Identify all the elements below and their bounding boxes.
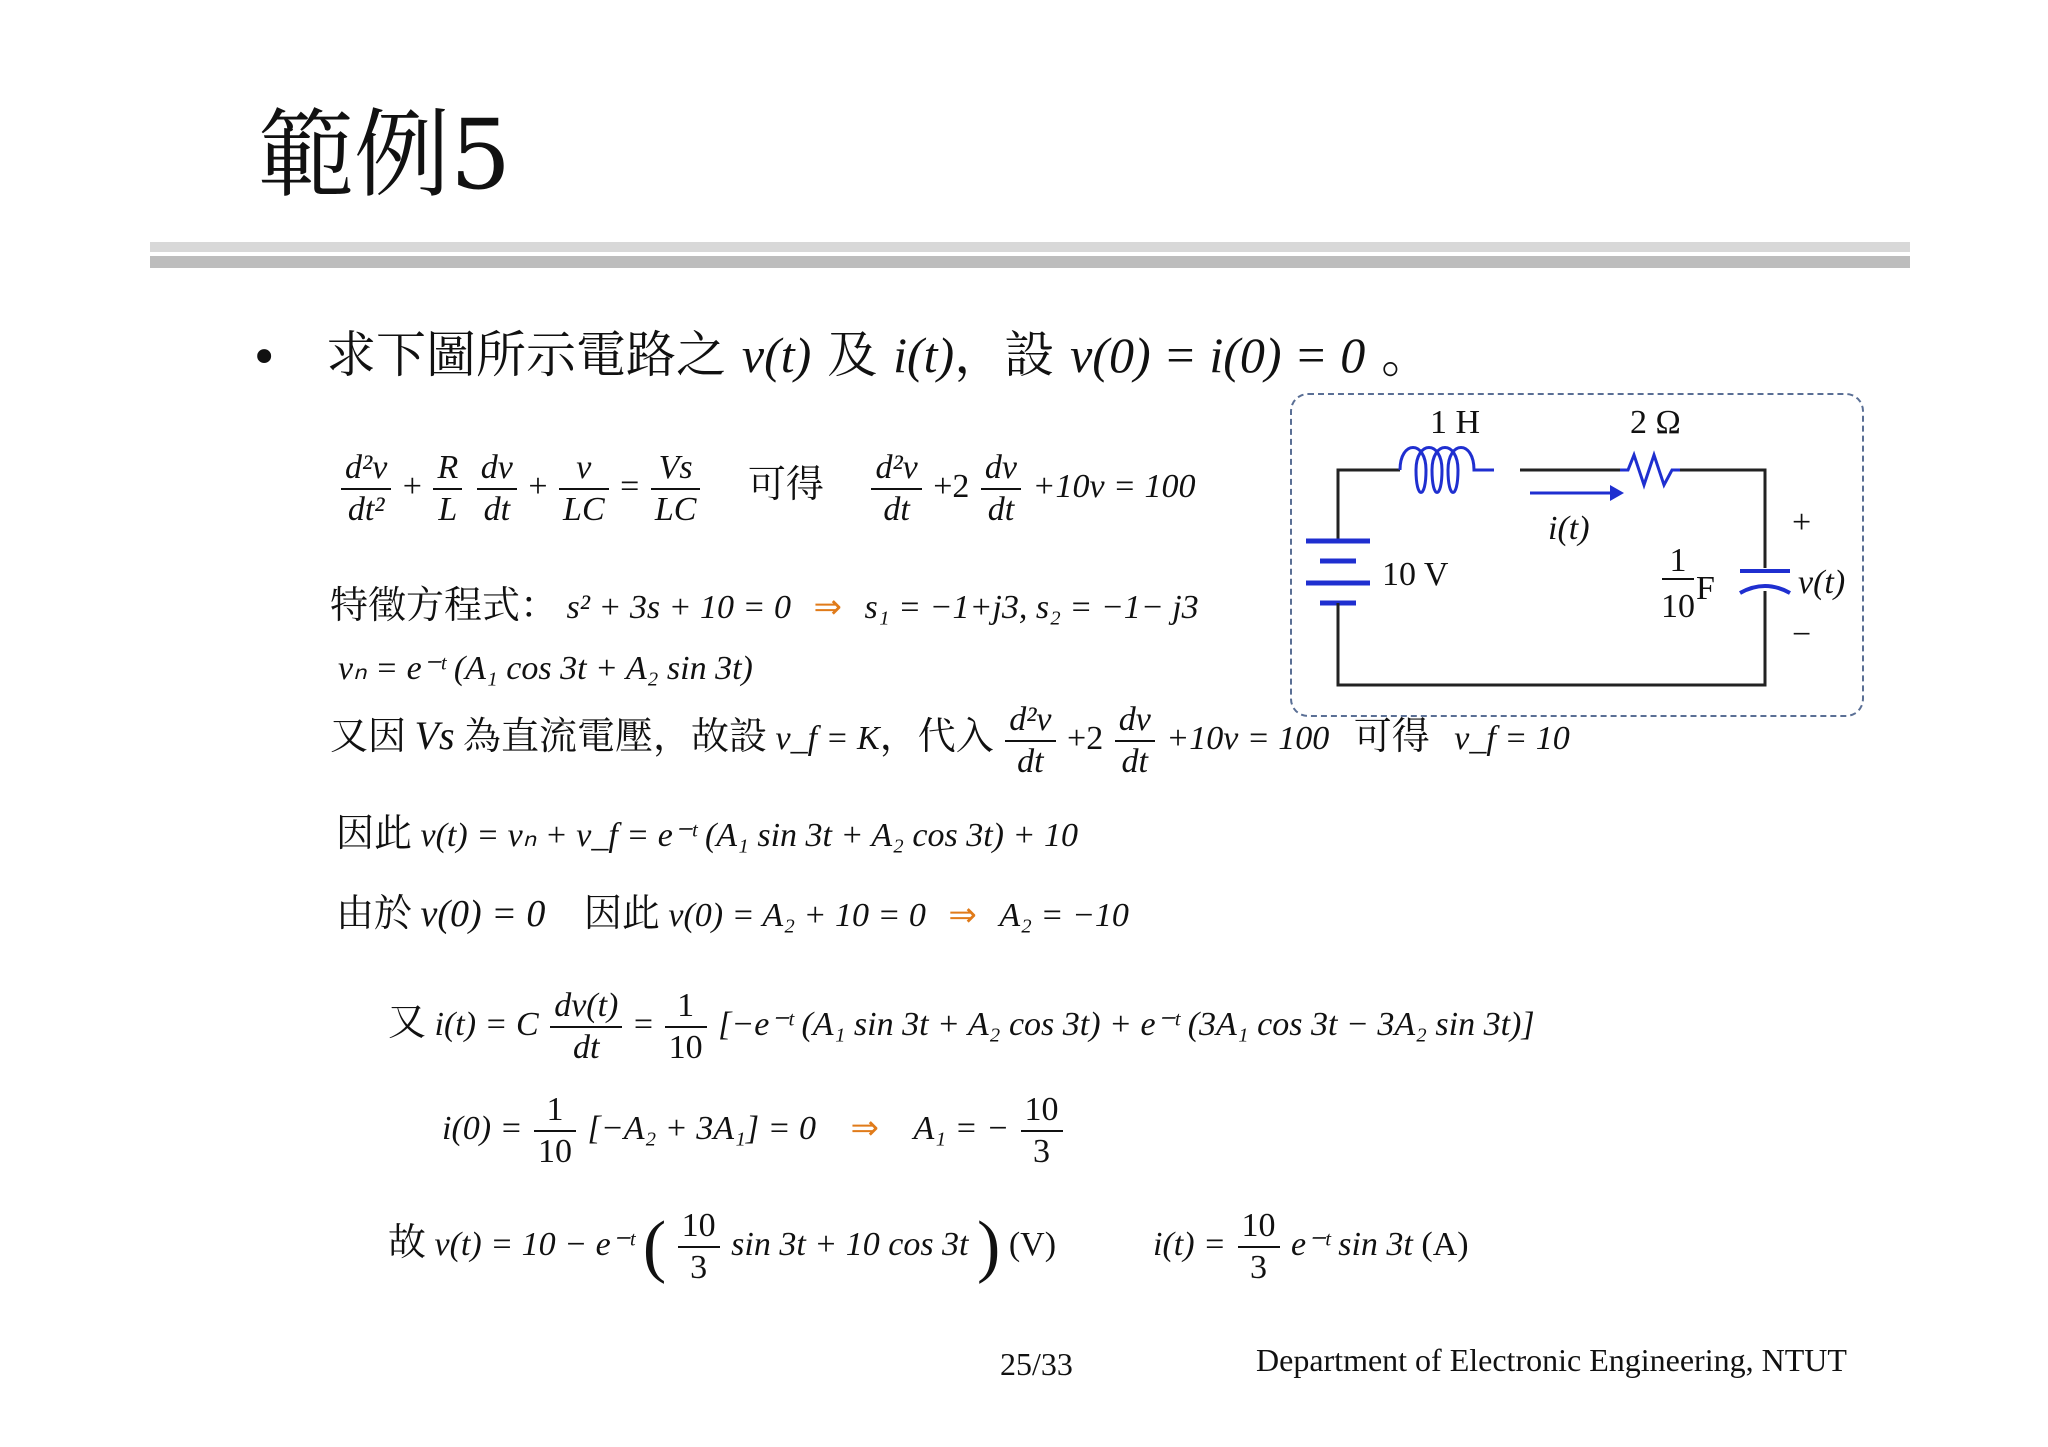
natural-response: vₙ = e⁻ᵗ (A₁ cos 3t + A₂ sin 3t) [338,650,753,687]
question-prefix: 求下圖所示電路之 [326,326,726,384]
inductor-icon [1400,448,1494,493]
ode-general: $\frac{\text{d²v}}{\text{dt²}}$ + $\frac{R}{L}$ $\frac{dv}{dt}$ + $\frac{v}{LC}$ = $\frac{Vs}{LC}$ 可得 $\frac{\text{d²v}}{dt}$ +2 $\frac{dv}{dt}$ +10v = 100 [338,448,1196,530]
resistor-label: 2 Ω [1630,404,1681,441]
current-arrowhead-icon [1610,485,1624,501]
inductor-label: 1 H [1430,404,1481,441]
implies-arrow: ⇒ [813,589,843,626]
page-number: 25/33 [1000,1346,1073,1382]
characteristic-eq: 特徵方程式： s² + 3s + 10 = 0 ⇒ s₁ = −1+j3, s₂ = −1− j3 [330,583,1199,627]
complete-response: 因此 v(t) = vₙ + v_f = e⁻ᵗ (A₁ sin 3t + A₂ cos 3t) + 10 [336,811,1078,855]
capacitor-den: 10 [1661,588,1695,625]
resistor-icon [1620,455,1680,485]
final-answer: 故 v(t) = 10 − e⁻ᵗ ( $\frac{10}{3}$ sin 3t + 10 cos 3t ) (V) i(t) = $\frac{10}{3}$ e⁻ᵗ sin 3t (A) [388,1207,1469,1286]
bullet-dot: • [250,330,279,386]
current-label: i(t) [1548,510,1590,547]
question-set: ，設 [954,326,1055,384]
title-rule-light [150,242,1910,252]
plus-sign: + [1792,504,1812,541]
capacitor-unit: F [1696,570,1715,607]
circuit-diagram [1290,393,1864,717]
minus-sign: − [1792,616,1812,653]
question-initial: v(0) = i(0) = 0 [1070,327,1366,383]
forced-response: 又因 Vs 為直流電壓，故設 v_f = K，代入 $\frac{\text{d²v}}{dt}$ +2 $\frac{dv}{dt}$ +10v = 100 可得 v_f = 10 [330,701,1570,780]
kede-label: 可得 [747,461,824,506]
implies-arrow: ⇒ [948,897,977,934]
initial-voltage-step: 由於 v(0) = 0 因此 v(0) = A₂ + 10 = 0 ⇒ A₂ = −10 [336,891,1129,935]
current-derivation: 又 i(t) = C $\frac{dv(t)}{dt}$ = $\frac{1}{10}$ [−e⁻ᵗ (A₁ sin 3t + A₂ cos 3t) + e⁻ᵗ (3A₁ cos 3t − 3A₂ sin 3t)] [388,987,1535,1066]
question-and: 及 [827,326,878,384]
voltage-label: v(t) [1798,564,1846,601]
initial-current-step: i(0) = $\frac{1}{10}$ [−A₂ + 3A₁] = 0 ⇒ A₁ = − $\frac{10}{3}$ [442,1090,1066,1172]
question-it: i(t) [893,327,955,383]
question-line [326,320,1431,390]
title-rule-dark [150,256,1910,268]
slide-title: 範例5 [258,99,512,211]
question-end: 。 [1381,326,1432,384]
capacitor-num: 1 [1669,542,1687,579]
battery-icon [1306,541,1370,603]
department-label: Department of Electronic Engineering, NTUT [1256,1342,1847,1378]
source-label: 10 V [1382,556,1449,593]
implies-arrow: ⇒ [850,1109,880,1147]
question-vt: v(t) [741,327,812,383]
